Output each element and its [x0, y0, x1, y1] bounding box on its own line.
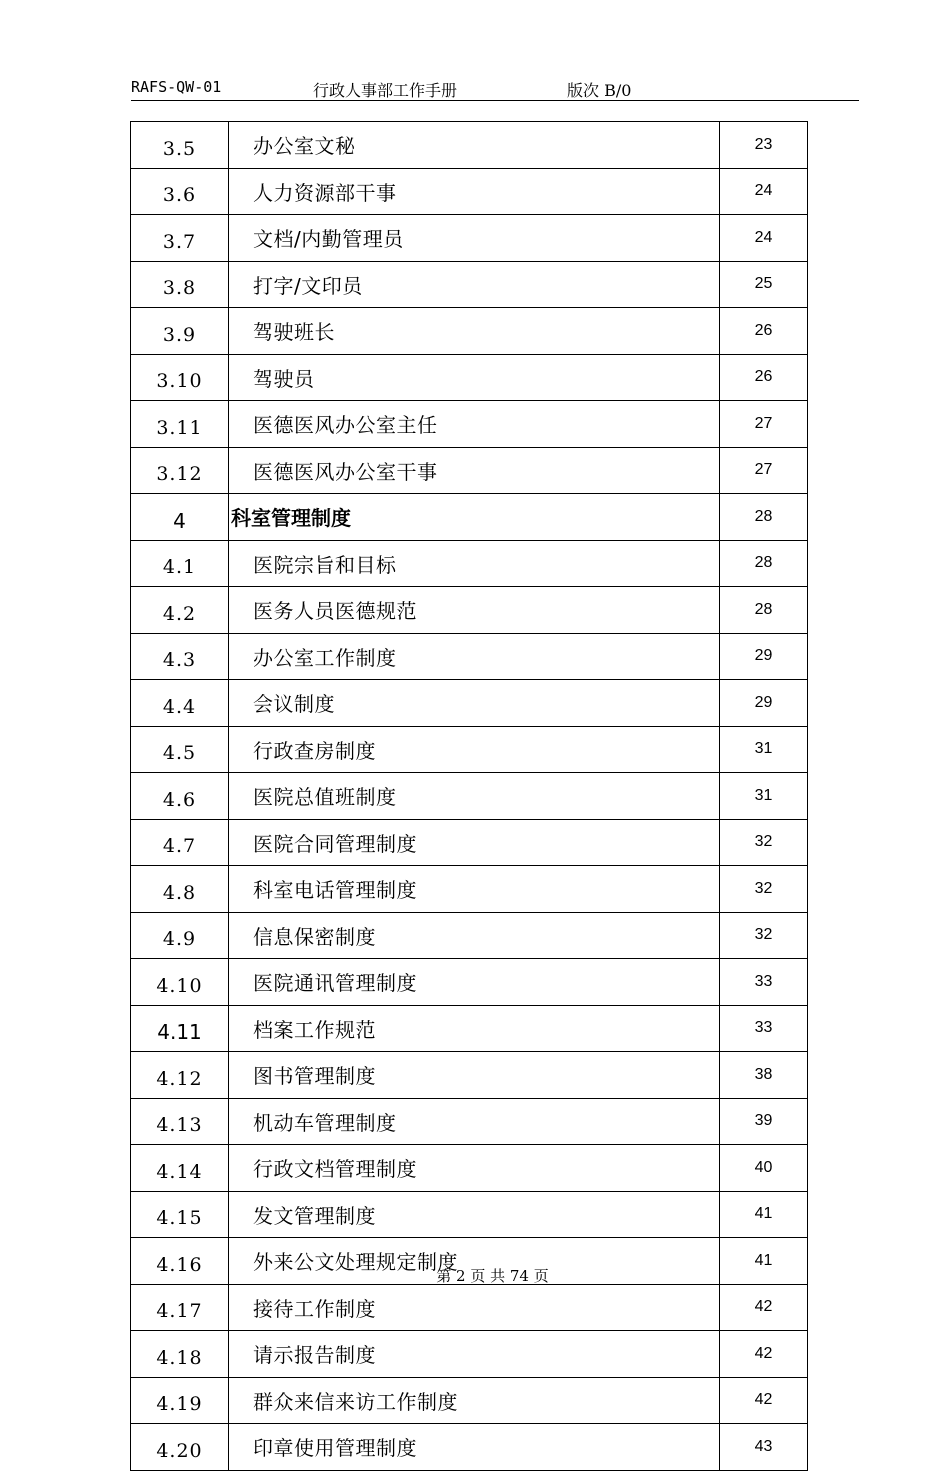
toc-title: 印章使用管理制度 — [229, 1424, 720, 1471]
toc-title: 科室电话管理制度 — [229, 866, 720, 913]
toc-page-number: 31 — [720, 773, 808, 820]
toc-title: 医院宗旨和目标 — [229, 540, 720, 587]
toc-row — [131, 866, 808, 913]
toc-row — [131, 912, 808, 959]
toc-number: 3.12 — [131, 447, 229, 494]
toc-page-number: 31 — [720, 726, 808, 773]
toc-title: 医院通讯管理制度 — [229, 959, 720, 1006]
toc-title: 外来公文处理规定制度 — [229, 1238, 720, 1285]
toc-row — [131, 1377, 808, 1424]
toc-page-number: 43 — [720, 1424, 808, 1471]
toc-number: 3.10 — [131, 354, 229, 401]
toc-page-number: 42 — [720, 1377, 808, 1424]
toc-title: 打字/文印员 — [229, 261, 720, 308]
toc-page-number: 27 — [720, 447, 808, 494]
toc-page-number: 32 — [720, 819, 808, 866]
toc-number: 4.15 — [131, 1191, 229, 1238]
toc-number: 4 — [131, 494, 229, 541]
toc-title: 文档/内勤管理员 — [229, 215, 720, 262]
toc-number: 4.8 — [131, 866, 229, 913]
toc-row — [131, 1191, 808, 1238]
toc-title: 医院总值班制度 — [229, 773, 720, 820]
toc-row — [131, 773, 808, 820]
toc-number: 4.10 — [131, 959, 229, 1006]
toc-title: 档案工作规范 — [229, 1005, 720, 1052]
toc-page-number: 40 — [720, 1145, 808, 1192]
toc-title: 办公室工作制度 — [229, 633, 720, 680]
toc-number: 4.9 — [131, 912, 229, 959]
toc-title: 请示报告制度 — [229, 1331, 720, 1378]
toc-page-number: 32 — [720, 912, 808, 959]
toc-page-number: 28 — [720, 540, 808, 587]
toc-title: 医院合同管理制度 — [229, 819, 720, 866]
toc-page-number: 26 — [720, 308, 808, 355]
toc-page-number: 39 — [720, 1098, 808, 1145]
toc-number: 4.5 — [131, 726, 229, 773]
toc-number: 4.18 — [131, 1331, 229, 1378]
toc-page-number: 27 — [720, 401, 808, 448]
toc-row — [131, 401, 808, 448]
toc-number: 3.6 — [131, 168, 229, 215]
toc-row — [131, 1284, 808, 1331]
toc-row — [131, 1331, 808, 1378]
toc-title: 会议制度 — [229, 680, 720, 727]
toc-number: 3.9 — [131, 308, 229, 355]
toc-number: 4.20 — [131, 1424, 229, 1471]
toc-row — [131, 122, 808, 169]
toc-title: 行政文档管理制度 — [229, 1145, 720, 1192]
toc-number: 4.14 — [131, 1145, 229, 1192]
toc-row — [131, 215, 808, 262]
toc-row — [131, 1052, 808, 1099]
toc-page-number: 42 — [720, 1284, 808, 1331]
toc-number: 3.5 — [131, 122, 229, 169]
toc-row — [131, 261, 808, 308]
toc-number: 4.17 — [131, 1284, 229, 1331]
toc-title: 办公室文秘 — [229, 122, 720, 169]
toc-number: 4.4 — [131, 680, 229, 727]
toc-row — [131, 1145, 808, 1192]
page-footer: 第 2 页 共 74 页 — [436, 1267, 549, 1285]
toc-row — [131, 1098, 808, 1145]
toc-page-number: 29 — [720, 680, 808, 727]
toc-row — [131, 819, 808, 866]
toc-number: 4.6 — [131, 773, 229, 820]
toc-title: 群众来信来访工作制度 — [229, 1377, 720, 1424]
document-title: 行政人事部工作手册 — [313, 81, 458, 100]
toc-number: 4.11 — [131, 1005, 229, 1052]
toc-title: 科室管理制度 — [229, 494, 720, 541]
toc-page-number: 41 — [720, 1191, 808, 1238]
toc-page-number: 24 — [720, 168, 808, 215]
toc-page-number: 23 — [720, 122, 808, 169]
toc-page-number: 33 — [720, 1005, 808, 1052]
toc-title: 行政查房制度 — [229, 726, 720, 773]
toc-page-number: 29 — [720, 633, 808, 680]
toc-row — [131, 726, 808, 773]
toc-page-number: 26 — [720, 354, 808, 401]
toc-page-number: 28 — [720, 494, 808, 541]
toc-row — [131, 540, 808, 587]
page-header — [131, 74, 859, 101]
toc-page-number: 41 — [720, 1238, 808, 1285]
toc-title: 驾驶员 — [229, 354, 720, 401]
toc-title: 人力资源部干事 — [229, 168, 720, 215]
toc-title: 机动车管理制度 — [229, 1098, 720, 1145]
toc-number: 4.16 — [131, 1238, 229, 1285]
toc-number: 3.7 — [131, 215, 229, 262]
toc-row — [131, 168, 808, 215]
toc-page-number: 25 — [720, 261, 808, 308]
toc-row — [131, 1424, 808, 1471]
toc-title: 驾驶班长 — [229, 308, 720, 355]
toc-page-number: 24 — [720, 215, 808, 262]
toc-title: 发文管理制度 — [229, 1191, 720, 1238]
toc-title: 医德医风办公室干事 — [229, 447, 720, 494]
toc-number: 4.13 — [131, 1098, 229, 1145]
toc-title: 医德医风办公室主任 — [229, 401, 720, 448]
toc-number: 4.12 — [131, 1052, 229, 1099]
toc-row — [131, 587, 808, 634]
toc-number: 4.2 — [131, 587, 229, 634]
document-code: RAFS-QW-01 — [131, 78, 222, 96]
toc-row — [131, 354, 808, 401]
toc-number: 4.1 — [131, 540, 229, 587]
toc-page-number: 38 — [720, 1052, 808, 1099]
toc-page-number: 28 — [720, 587, 808, 634]
toc-row — [131, 680, 808, 727]
toc-title: 信息保密制度 — [229, 912, 720, 959]
toc-row — [131, 633, 808, 680]
toc-title: 接待工作制度 — [229, 1284, 720, 1331]
toc-row — [131, 308, 808, 355]
toc-number: 3.11 — [131, 401, 229, 448]
toc-page-number: 32 — [720, 866, 808, 913]
toc-title: 医务人员医德规范 — [229, 587, 720, 634]
toc-title: 图书管理制度 — [229, 1052, 720, 1099]
toc-number: 4.19 — [131, 1377, 229, 1424]
toc-page-number: 42 — [720, 1331, 808, 1378]
toc-page-number: 33 — [720, 959, 808, 1006]
toc-row — [131, 447, 808, 494]
toc-number: 3.8 — [131, 261, 229, 308]
toc-row — [131, 959, 808, 1006]
toc-number: 4.7 — [131, 819, 229, 866]
toc-section-row — [131, 494, 808, 541]
toc-row — [131, 1005, 808, 1052]
document-version: 版次 B/0 — [567, 81, 632, 100]
toc-number: 4.3 — [131, 633, 229, 680]
